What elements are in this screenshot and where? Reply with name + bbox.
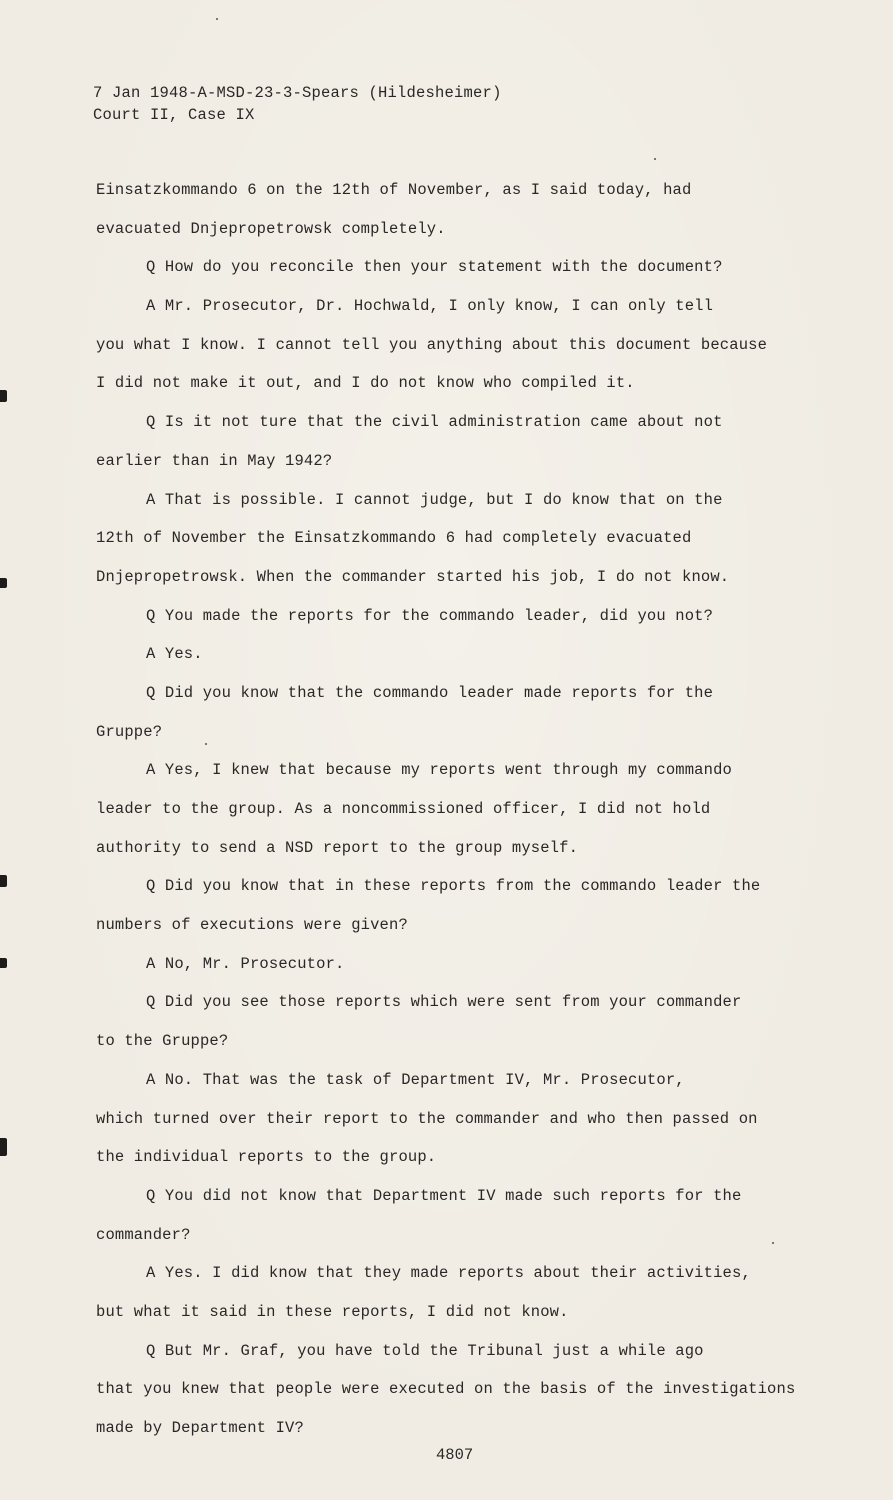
- paper-speck: [654, 158, 656, 160]
- header-session-line: 7 Jan 1948-A-MSD-23-3-Spears (Hildesheimer): [93, 84, 502, 102]
- page-number: 4807: [436, 1446, 474, 1464]
- transcript-line: commander?: [96, 1225, 191, 1244]
- transcript-line: but what it said in these reports, I did not know.: [96, 1302, 569, 1321]
- transcript-line: Q But Mr. Graf, you have told the Tribunal just a while ago: [146, 1341, 704, 1360]
- header-court-line: Court II, Case IX: [93, 106, 255, 124]
- transcript-line: Q Did you know that in these reports from the commando leader the: [146, 877, 761, 896]
- transcript-line: A Mr. Prosecutor, Dr. Hochwald, I only know, I can only tell: [146, 297, 714, 316]
- document-header: [93, 82, 502, 126]
- transcript-line: evacuated Dnjepropetrowsk completely.: [96, 219, 446, 238]
- transcript-line: A No. That was the task of Department IV, Mr. Prosecutor,: [146, 1070, 685, 1089]
- transcript-line: Gruppe?: [96, 722, 163, 741]
- transcript-line: leader to the group. As a noncommissioned officer, I did not hold: [96, 800, 711, 818]
- transcript-line: Q How do you reconcile then your statement with the document?: [146, 258, 723, 277]
- transcript-line: that you knew that people were executed on the basis of the investigations: [96, 1380, 796, 1399]
- transcript-body: [96, 178, 816, 1455]
- transcript-line: Q You made the reports for the commando leader, did you not?: [146, 606, 714, 625]
- transcript-line: to the Gruppe?: [96, 1032, 229, 1051]
- transcript-line: Q Is it not ture that the civil administration came about not: [146, 413, 723, 432]
- transcript-line: A No, Mr. Prosecutor.: [146, 954, 345, 973]
- punch-hole-mark: [0, 1138, 7, 1156]
- transcript-line: Einsatzkommando 6 on the 12th of November, as I said today, had: [96, 181, 692, 199]
- punch-hole-mark: [0, 875, 7, 887]
- punch-hole-mark: [0, 578, 7, 588]
- transcript-line: A Yes, I knew that because my reports went through my commando: [146, 761, 732, 780]
- transcript-line: Q Did you know that the commando leader made reports for the: [146, 683, 714, 702]
- transcript-line: numbers of executions were given?: [96, 916, 408, 935]
- paper-speck: [216, 18, 218, 20]
- transcript-line: you what I know. I cannot tell you anything about this document because: [96, 335, 768, 354]
- transcript-line: made by Department IV?: [96, 1419, 304, 1437]
- transcript-line: earlier than in May 1942?: [96, 451, 333, 470]
- transcript-line: which turned over their report to the commander and who then passed on: [96, 1109, 758, 1128]
- transcript-line: Q Did you see those reports which were sent from your commander: [146, 993, 742, 1012]
- transcript-line: authority to send a NSD report to the group myself.: [96, 838, 579, 857]
- transcript-line: Q You did not know that Department IV made such reports for the: [146, 1186, 742, 1205]
- transcript-line: A Yes. I did know that they made reports about their activities,: [146, 1264, 751, 1283]
- punch-hole-mark: [0, 390, 7, 402]
- transcript-line: 12th of November the Einsatzkommando 6 had completely evacuated: [96, 529, 692, 548]
- transcript-line: Dnjepropetrowsk. When the commander started his job, I do not know.: [96, 567, 730, 586]
- transcript-line: the individual reports to the group.: [96, 1148, 437, 1167]
- transcript-line: A Yes.: [146, 645, 203, 664]
- transcript-line: I did not make it out, and I do not know who compiled it.: [96, 374, 635, 393]
- transcript-line: A That is possible. I cannot judge, but I do know that on the: [146, 490, 723, 509]
- punch-hole-mark: [0, 958, 7, 968]
